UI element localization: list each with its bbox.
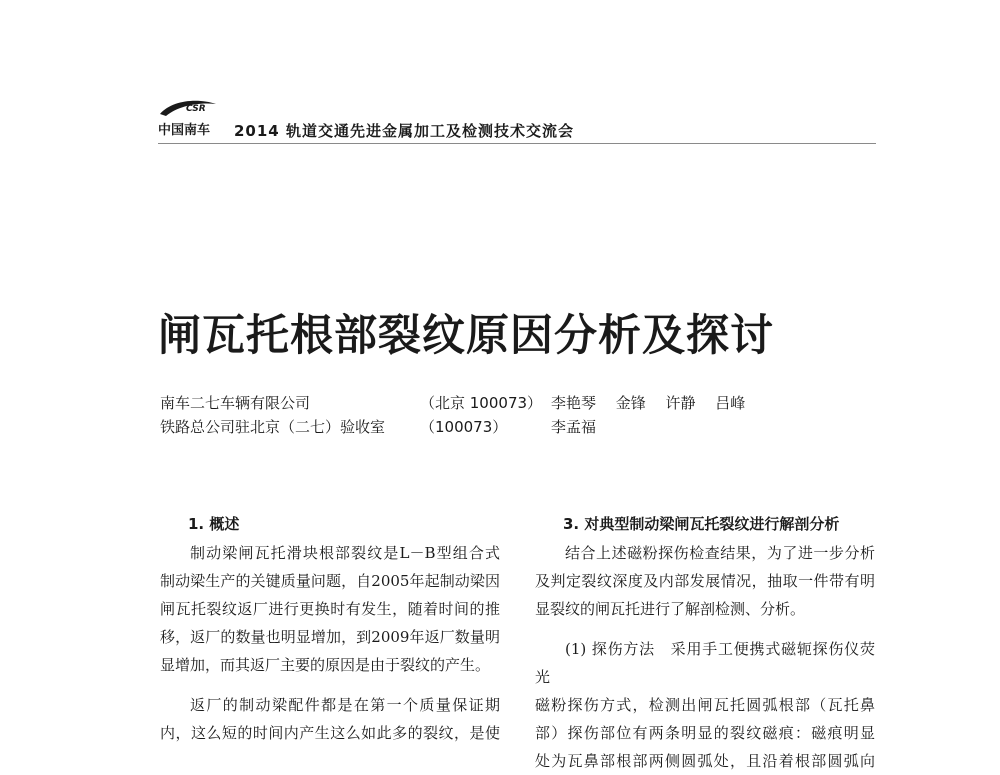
body-line: (1) 探伤方法 采用手工便携式磁轭探伤仪荧光 xyxy=(535,640,875,686)
paper-title: 闸瓦托根部裂纹原因分析及探讨 xyxy=(158,311,774,361)
affiliation-org-1: 南车二七车辆有限公司 xyxy=(160,394,311,412)
logo-company-name: 中国南车 xyxy=(158,123,211,138)
body-line: 显裂纹的闸瓦托进行了解剖检测、分析。 xyxy=(535,600,806,618)
body-line: 闸瓦托裂纹返厂进行更换时有发生，随着时间的推 xyxy=(160,600,500,618)
body-line: 内，这么短的时间内产生这么如此多的裂纹，是使 xyxy=(160,724,500,742)
body-line: 处为瓦鼻部根部两侧圆弧处，且沿着根部圆弧向 xyxy=(535,752,875,770)
logo-abbreviation: CSR xyxy=(186,104,206,114)
body-line: 磁粉探伤方式，检测出闸瓦托圆弧根部（瓦托鼻 xyxy=(535,696,875,714)
body-line: 制动梁闸瓦托滑块根部裂纹是L－B型组合式 xyxy=(190,544,500,562)
header-divider xyxy=(158,143,876,144)
body-line: 移，返厂的数量也明显增加，到2009年返厂数量明 xyxy=(160,628,500,646)
section-heading-1: 1. 概述 xyxy=(188,515,240,533)
affiliation-authors-1: 李艳琴 金锋 许静 吕峰 xyxy=(551,394,746,412)
right-column-body xyxy=(535,539,875,775)
body-line: 结合上述磁粉探伤检查结果，为了进一步分析 xyxy=(565,544,875,562)
body-line: 及判定裂纹深度及内部发展情况，抽取一件带有明 xyxy=(535,572,875,590)
left-column-body xyxy=(160,539,500,747)
affiliation-authors-2: 李孟福 xyxy=(551,418,597,436)
conference-title: 2014 轨道交通先进金属加工及检测技术交流会 xyxy=(234,122,574,140)
affiliation-org-2: 铁路总公司驻北京（二七）验收室 xyxy=(160,418,386,436)
body-line: 部）探伤部位有两条明显的裂纹磁痕：磁痕明显 xyxy=(535,724,875,742)
body-line: 返厂的制动梁配件都是在第一个质量保证期 xyxy=(190,696,500,714)
affiliation-postal-2: （100073） xyxy=(420,418,508,436)
section-heading-3: 3. 对典型制动梁闸瓦托裂纹进行解剖分析 xyxy=(563,515,840,533)
body-line: 显增加，而其返厂主要的原因是由于裂纹的产生。 xyxy=(160,656,491,674)
body-line: 制动梁生产的关键质量问题，自2005年起制动梁因 xyxy=(160,572,500,590)
csr-logo xyxy=(158,98,220,138)
affiliation-postal-1: （北京 100073） xyxy=(420,394,543,412)
